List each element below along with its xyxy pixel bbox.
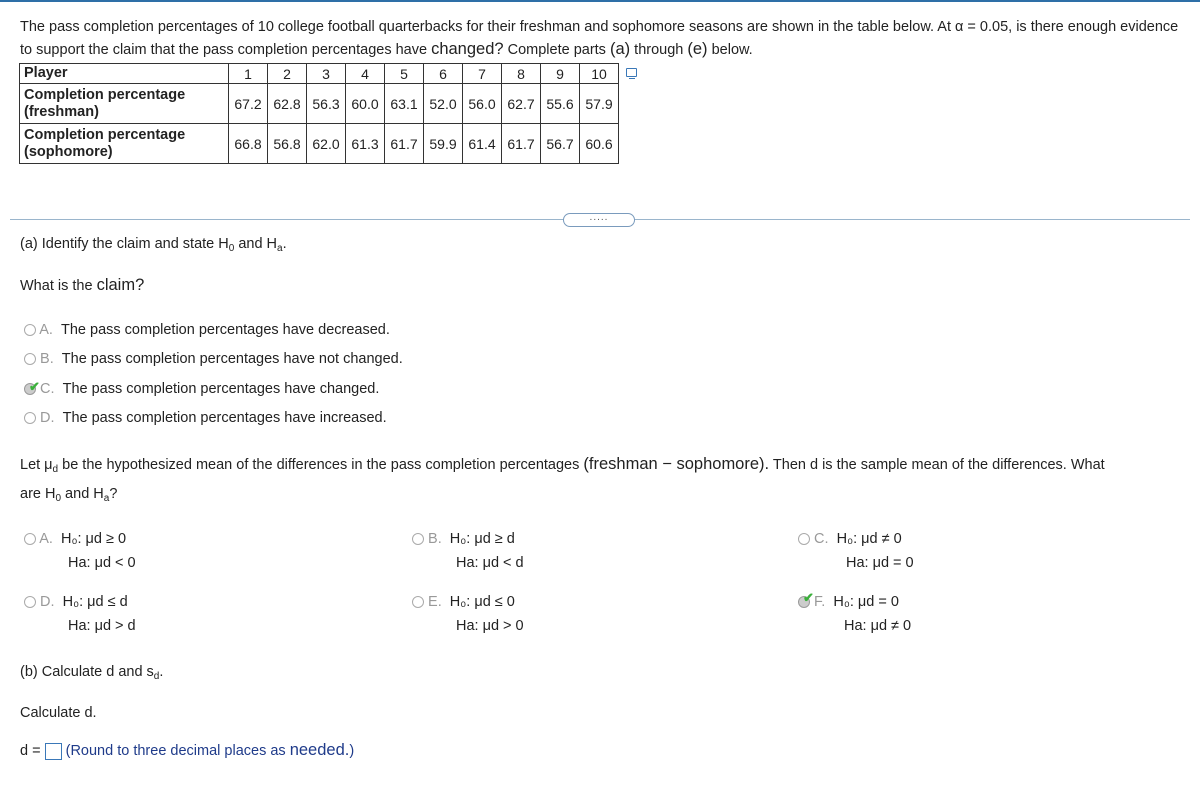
correct-check-icon: ✔ — [29, 379, 40, 394]
d-bar-answer-input[interactable] — [45, 743, 62, 760]
hyp-option-b[interactable]: B. H₀: μd ≥ d Ha: μd < d — [412, 527, 524, 575]
problem-statement: The pass completion percentages of 10 college football quarterbacks for their freshman and sophomore seasons are shown in the table below. At α = 0.05, is there enough evidence to support the claim that the pass completion percentages have changed? Complete parts (a) through (e) below. — [20, 19, 1179, 58]
radio-button[interactable] — [412, 596, 424, 608]
radio-button[interactable] — [24, 596, 36, 608]
top-accent-bar — [0, 0, 1200, 2]
claim-option-a[interactable]: A. The pass completion percentages have decreased. — [24, 322, 390, 338]
rounding-note: (Round to three decimal places as needed.) — [65, 741, 355, 759]
data-table — [19, 63, 619, 164]
table-row-sophomore: Completion percentage (sophomore) 66.8 56.8 62.0 61.3 61.7 59.9 61.4 61.7 56.7 60.6 — [20, 124, 619, 164]
table-row-player: Player 1 2 3 4 5 6 7 8 9 10 — [20, 64, 619, 84]
calculate-d-prompt: Calculate d. — [20, 705, 97, 721]
radio-button[interactable] — [412, 533, 424, 545]
claim-option-d[interactable]: D. The pass completion percentages have increased. — [24, 410, 387, 426]
claim-question: What is the claim? — [20, 276, 145, 294]
hyp-option-c[interactable]: C. H₀: μd ≠ 0 Ha: μd = 0 — [798, 527, 914, 575]
claim-option-b[interactable]: B. The pass completion percentages have not changed. — [24, 351, 403, 367]
radio-button[interactable] — [24, 324, 36, 336]
hyp-option-e[interactable]: E. H₀: μd ≤ 0 Ha: μd > 0 — [412, 590, 524, 638]
radio-button[interactable] — [798, 533, 810, 545]
part-a-title: (a) Identify the claim and state $H_0$ and $H_a$. — [20, 236, 287, 254]
expand-more-button[interactable]: ..... — [563, 213, 635, 227]
radio-button[interactable] — [24, 412, 36, 424]
hyp-option-f[interactable]: F. H₀: μd = 0 Ha: μd ≠ 0 — [798, 590, 911, 638]
part-b-title: (b) Calculate d and $s_d$. — [20, 664, 164, 682]
copy-table-icon[interactable] — [626, 68, 637, 77]
answer-row: d = (Round to three decimal places as needed.) — [20, 741, 355, 759]
table-row-freshman: Completion percentage (freshman) 67.2 62.8 56.3 60.0 63.1 52.0 56.0 62.7 55.6 57.9 — [20, 84, 619, 124]
hyp-option-a[interactable]: A. H₀: μd ≥ 0 Ha: μd < 0 — [24, 527, 136, 575]
radio-button[interactable] — [24, 533, 36, 545]
correct-check-icon: ✔ — [803, 590, 814, 605]
hyp-option-d[interactable]: D. H₀: μd ≤ d Ha: μd > d — [24, 590, 136, 638]
radio-button[interactable] — [24, 353, 36, 365]
hypothesis-question: Let $\mu_d$ be the hypothesized mean of the differences in the pass completion percentages (freshman − sophomore). Then d is the sample mean of the differences. What are $H_0$ and $H_a$? — [20, 455, 1105, 504]
claim-option-c[interactable]: C. The pass completion percentages have changed. — [24, 381, 379, 397]
